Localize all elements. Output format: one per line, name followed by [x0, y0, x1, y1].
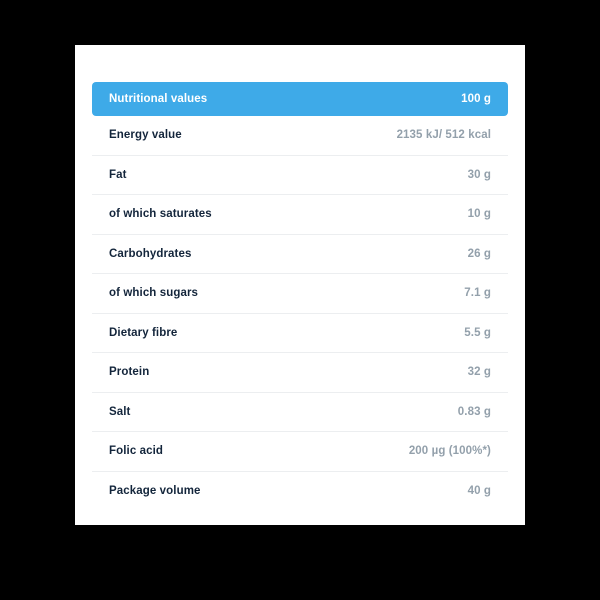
table-row [92, 353, 508, 393]
row-value: 26 g [467, 247, 491, 260]
row-label: Energy value [109, 129, 182, 142]
table-row [92, 472, 508, 512]
row-label: of which saturates [109, 208, 212, 221]
row-value: 5.5 g [464, 326, 491, 339]
table-row [92, 235, 508, 275]
table-row [92, 274, 508, 314]
nutrition-table [92, 82, 508, 511]
table-header-value: 100 g [461, 93, 491, 105]
table-row [92, 116, 508, 156]
table-row [92, 195, 508, 235]
table-header-row [92, 82, 508, 116]
table-row [92, 393, 508, 433]
row-value: 10 g [467, 208, 491, 221]
row-label: Fat [109, 168, 127, 181]
table-row [92, 432, 508, 472]
row-value: 30 g [467, 168, 491, 181]
row-label: Carbohydrates [109, 247, 192, 260]
table-row [92, 314, 508, 354]
row-label: Salt [109, 405, 131, 418]
table-header-label: Nutritional values [109, 93, 208, 105]
row-label: Package volume [109, 485, 201, 498]
row-value: 32 g [467, 366, 491, 379]
row-label: Dietary fibre [109, 326, 178, 339]
row-label: of which sugars [109, 287, 199, 300]
row-value: 7.1 g [464, 287, 491, 300]
row-label: Folic acid [109, 445, 164, 458]
table-row [92, 156, 508, 196]
nutrition-card [75, 45, 525, 525]
row-label: Protein [109, 366, 150, 379]
row-value: 40 g [467, 485, 491, 498]
row-value: 0.83 g [457, 405, 491, 418]
row-value: 200 µg (100%*) [408, 445, 491, 458]
row-value: 2135 kJ/ 512 kcal [396, 129, 491, 142]
